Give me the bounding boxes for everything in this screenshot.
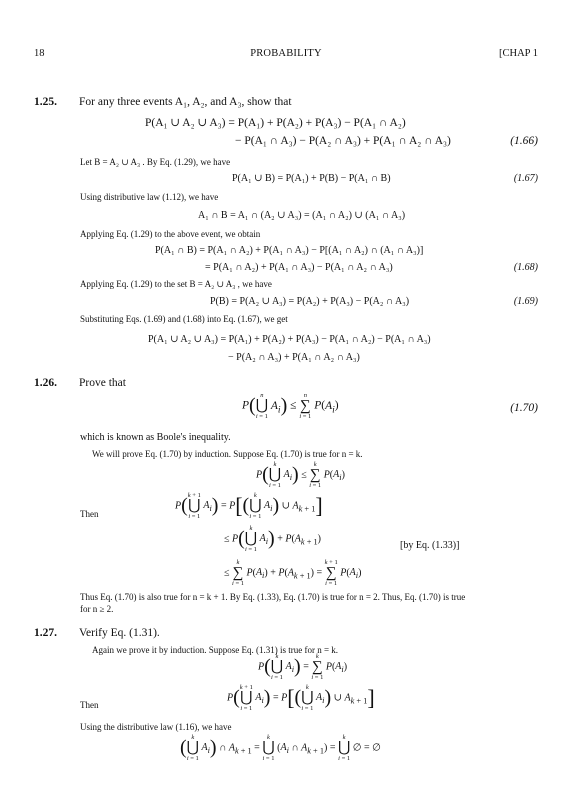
equation-1-70: P( n ⋃ i = 1 $A_i$) ≤ n ∑ i = 1 $P(A_i)$ [242, 392, 339, 420]
paragraph-apply-2: Applying Eq. (1.29) to the set B = A₂ ∪ A₃ , we have [80, 279, 272, 289]
equation-step-4: P( k + 1 ⋃ i = 1 $A_i) = P$[( k ⋃ i = 1 $A_i$) ∪ $A_{k + 1}$] [227, 684, 375, 712]
equation-label-1-67: (1.67) [513, 173, 538, 184]
equation-hypothesis: P( k ⋃ i = 1 $A_i$) ≤ k ∑ i = 1 $P(A_i)$ [256, 461, 345, 489]
reference-eq-1-33: [by Eq. (1.33)] [400, 540, 460, 551]
problem-1-27-heading [34, 627, 160, 639]
equation-1-66-line-1: P(A₁ ∪ A₂ ∪ A₃) = P(A₁) + P(A₂) + P(A₃) − P(A₁ ∩ A₂) [145, 117, 406, 129]
label-then-2: Then [80, 700, 99, 710]
problem-number: 1.26. [34, 377, 57, 389]
running-title: PROBABILITY [250, 48, 322, 59]
problem-number: 1.25. [34, 96, 57, 108]
problem-1-25-heading [34, 96, 292, 108]
page-header [34, 48, 538, 62]
equation-1-68-line-2: = P(A₁ ∩ A₂) + P(A₁ ∩ A₃) − P(A₁ ∩ A₂ ∩ A₃) [205, 262, 393, 273]
problem-statement: Verify Eq. (1.31). [79, 627, 160, 639]
problem-1-26-heading [34, 377, 126, 389]
paragraph-induction-2: Again we prove it by induction. Suppose Eq. (1.31) is true for n = k. [92, 645, 339, 655]
equation-label-1-66: (1.66) [510, 135, 538, 147]
paragraph-boole: which is known as Boole's inequality. [80, 432, 231, 443]
paragraph-thus-cont: for n ≥ 2. [80, 604, 114, 614]
equation-step-2: ≤ P( k ⋃ i = 1 $A_i) + P(A_{k + 1})$ [224, 525, 321, 553]
problem-number: 1.27. [34, 627, 57, 639]
equation-distributive: A₁ ∩ B = A₁ ∩ (A₂ ∪ A₃) = (A₁ ∩ A₂) ∪ (A₁ ∩ A₃) [198, 210, 406, 221]
page-number: 18 [34, 48, 45, 59]
paragraph-let-b: Let B = A₂ ∪ A₃ . By Eq. (1.29), we have [80, 157, 231, 167]
equation-1-67: P(A₁ ∪ B) = P(A₁) + P(B) − P(A₁ ∩ B) [232, 173, 391, 184]
paragraph-substituting: Substituting Eqs. (1.69) and (1.68) into Eq. (1.67), we get [80, 314, 288, 324]
paragraph-apply-1: Applying Eq. (1.29) to the above event, we obtain [80, 229, 261, 239]
paragraph-thus: Thus Eq. (1.70) is also true for n = k + 1. By Eq. (1.33), Eq. (1.70) is true for n = 2. Thus, Eq. (1.70) is true [80, 592, 466, 602]
label-then: Then [80, 509, 99, 519]
equation-label-1-68: (1.68) [513, 262, 538, 273]
chapter-label: [CHAP 1 [499, 48, 538, 59]
equation-1-69: P(B) = P(A₂ ∪ A₃) = P(A₂) + P(A₃) − P(A₂ ∩ A₃) [210, 296, 410, 307]
paragraph-distributive: Using distributive law (1.12), we have [80, 192, 219, 202]
problem-statement: Prove that [79, 377, 126, 389]
equation-step-1: P( k + 1 ⋃ i = 1 $A_i) = P$[( k ⋃ i = 1 $A_i$) ∪ $A_{k + 1}$] [175, 492, 323, 520]
equation-hypothesis-2: P( k ⋃ i = 1 $A_i$) = k ∑ i = 1 $P(A_i)$ [258, 653, 348, 681]
equation-1-66-line-2: − P(A₁ ∩ A₃) − P(A₂ ∩ A₃) + P(A₁ ∩ A₂ ∩ A₃) [235, 135, 451, 147]
equation-label-1-70: (1.70) [510, 402, 538, 414]
paragraph-distributive-2: Using the distributive law (1.16), we have [80, 722, 232, 732]
problem-statement: For any three events A₁, A₂, and A₃, show that [79, 96, 292, 108]
equation-final-line-1: P(A₁ ∪ A₂ ∪ A₃) = P(A₁) + P(A₂) + P(A₃) − P(A₁ ∩ A₂) − P(A₁ ∩ A₃) [148, 334, 431, 345]
equation-label-1-69: (1.69) [513, 296, 538, 307]
equation-step-5: ( k ⋃ i = 1 $A_i$) ∩ $A_{k + 1}$ = k ⋃ i = 1 ($A_i$ ∩ $A_{k + 1}$) = k ⋃ i = 1 ∅ = ∅ [180, 734, 381, 762]
paragraph-induction: We will prove Eq. (1.70) by induction. Suppose Eq. (1.70) is true for n = k. [92, 449, 363, 459]
equation-step-3: ≤ k ∑ i = 1 $P(A_i) + P(A_{k + 1})$ = k + 1 ∑ i = 1 $P(A_i)$ [224, 559, 362, 587]
equation-final-line-2: − P(A₂ ∩ A₃) + P(A₁ ∩ A₂ ∩ A₃) [228, 352, 360, 363]
equation-1-68-line-1: P(A₁ ∩ B) = P(A₁ ∩ A₂) + P(A₁ ∩ A₃) − P[(A₁ ∩ A₂) ∩ (A₁ ∩ A₃)] [155, 245, 424, 256]
